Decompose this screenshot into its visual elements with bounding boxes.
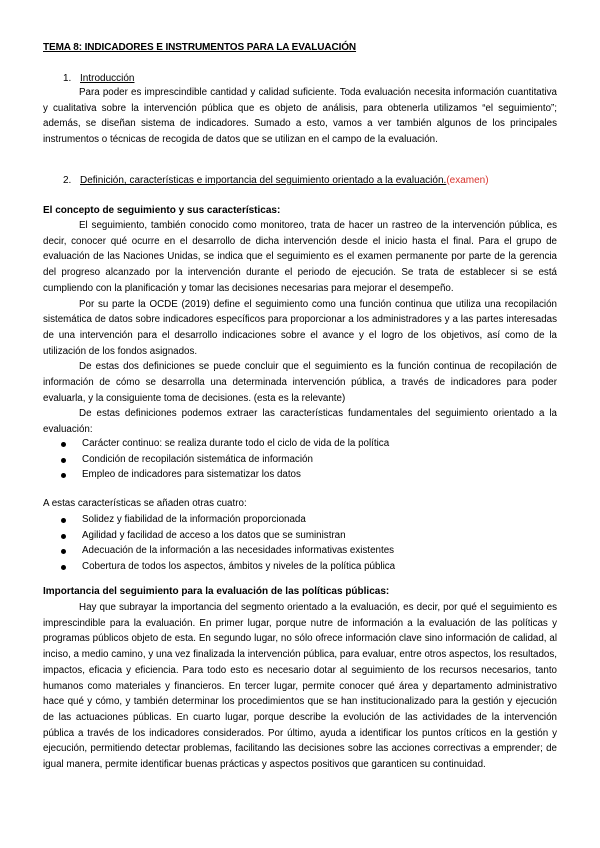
bullet-icon: [61, 534, 66, 539]
list-item: Condición de recopilación sistemática de información: [61, 452, 389, 468]
list-item: Adecuación de la información a las necesidades informativas existentes: [61, 543, 395, 559]
importance-paragraph: Hay que subrayar la importancia del segmento orientado a la evaluación, es decir, por qué el seguimiento es imprescindible para la evaluación. En primer lugar, porque nutre de información a la evaluación de las políticas y programas públicos objeto de esta. En segundo lugar, no sólo ofrece información clave sino información de calidad, al inciso, a medio camino, y una vez finalizada la intervención pública, para evaluar, entre otros aspectos, los resultados, impactos, eficacia y eficiencia. Para todo esto es necesario dotar al seguimiento de los recursos necesarios, tanto humanos como materiales y financieros. En tercer lugar, permite conocer qué área y departamento administrativo hace qué y cómo, y también determinar los procedimientos que se han institucionalizado para la gestión y ejecución de las actuaciones públicas. En cuarto lugar, porque describe la evolución de las actividades de la intervención pública a través de los indicadores considerados. Por último, ayuda a identificar los puntos críticos en la gestión y ejecución, permitiendo detectar problemas, facilitando las decisiones sobre las acciones correctivas a emprender; de igual manera, permite identificar buenas prácticas y aspectos positivos que garanticen su continuidad.: [43, 602, 557, 771]
additional-characteristics-list: [61, 512, 395, 575]
concept-paragraph-4: De estas definiciones podemos extraer las características fundamentales del seguimiento orientado a la evaluación:: [43, 408, 557, 436]
bullet-icon: [61, 458, 66, 463]
additional-intro: A estas características se añaden otras cuatro:: [43, 498, 247, 509]
concept-heading: El concepto de seguimiento y sus características:: [43, 205, 281, 216]
exam-tag: (examen): [446, 175, 489, 186]
list-item: Solidez y fiabilidad de la información proporcionada: [61, 512, 395, 528]
document-title: TEMA 8: INDICADORES E INSTRUMENTOS PARA LA EVALUACIÓN: [43, 42, 357, 53]
concept-paragraph-2: Por su parte la OCDE (2019) define el seguimiento como una función continua que utiliza una recopilación sistemática de datos sobre indicadores específicos para proporcionar a los administradores y a las partes interesadas de una intervención para el desarrollo indicaciones sobre el avance y el logro de los objetivos, así como de la utilización de los fondos asignados.: [43, 298, 557, 357]
bullet-icon: [61, 549, 66, 554]
characteristics-list: [61, 436, 389, 483]
bullet-icon: [61, 565, 66, 570]
bullet-icon: [61, 518, 66, 523]
section-2-heading: [63, 174, 489, 188]
list-item: Carácter continuo: se realiza durante todo el ciclo de vida de la política: [61, 436, 389, 452]
bullet-icon: [61, 442, 66, 447]
section-2-label: Definición, características e importancia del seguimiento orientado a la evaluación.: [80, 175, 447, 186]
bullet-icon: [61, 473, 66, 478]
list-item: Empleo de indicadores para sistematizar los datos: [61, 467, 389, 483]
section-1-heading: [63, 72, 134, 86]
section-2-number: 2.: [63, 175, 72, 186]
concept-paragraph-1: El seguimiento, también conocido como monitoreo, trata de hacer un rastreo de la intervención pública, es decir, conocer qué ocurre en el desarrollo de dicha intervención desde el inicio hasta el final. Para el grupo de evaluación de las Naciones Unidas, se indica que el seguimiento es el examen permanente por parte de la gerencia del progreso alcanzado por la intervención durante el periodo de ejecución. Se trata de establecer si se está cumpliendo con la planificación y tomar las decisiones necesarias para mejorar el desempeño.: [43, 220, 557, 294]
section-1-number: 1.: [63, 73, 72, 84]
intro-paragraph-block: [43, 85, 557, 148]
list-item: Cobertura de todos los aspectos, ámbitos y niveles de la política pública: [61, 559, 395, 575]
additional-intro-block: [43, 496, 557, 512]
section-1-label: Introducción: [80, 73, 135, 84]
importance-heading: Importancia del seguimiento para la evaluación de las políticas públicas:: [43, 586, 390, 597]
intro-paragraph: Para poder es imprescindible cantidad y calidad suficiente. Toda evaluación necesita información cuantitativa y cualitativa sobre la intervención pública que es objeto de análisis, para obtenerla utilizamos “el seguimiento”; además, se diseñan sistema de indicadores. Sumado a esto, vamos a ver también algunos de los principales instrumentos o técnicas de recogida de datos que se utilizan en el campo de la evaluación.: [43, 87, 557, 146]
concept-paragraphs: [43, 218, 557, 438]
importance-paragraph-block: [43, 600, 557, 773]
concept-paragraph-3: De estas dos definiciones se puede concluir que el seguimiento es la función continua de recopilación de información de cómo se desarrolla una determinada intervención pública, a través de indicadores para poder evaluarla, y la consiguiente toma de decisiones. (esta es la relevante): [43, 361, 557, 404]
list-item: Agilidad y facilidad de acceso a los datos que se suministran: [61, 528, 395, 544]
